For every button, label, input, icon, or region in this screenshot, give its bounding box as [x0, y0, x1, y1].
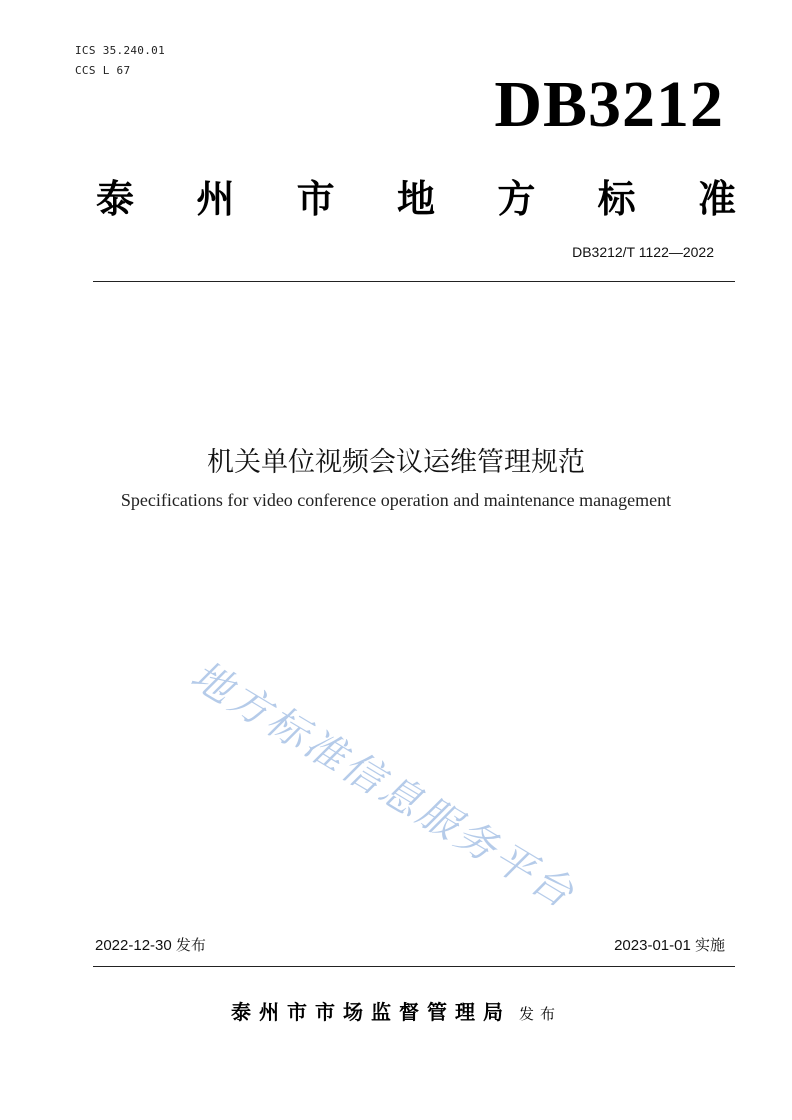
- publisher-suffix: 发布: [518, 1005, 561, 1023]
- standard-type-char: 州: [196, 176, 235, 221]
- watermark-text: 地方标准信息服务平台: [182, 652, 584, 919]
- bottom-divider: [93, 966, 735, 967]
- document-title-english: Specifications for video conference operation and maintenance management: [120, 490, 672, 510]
- standard-type-char: 市: [296, 176, 335, 221]
- publisher-name: 泰州市市场监督管理局: [230, 1000, 511, 1024]
- standard-type-char: 泰: [96, 176, 135, 221]
- standard-number: DB3212/T 1122—2022: [572, 244, 714, 260]
- publisher-line: [0, 996, 792, 1025]
- issue-date: 2022-12-30 发布: [95, 937, 206, 954]
- standard-code-large: DB3212: [494, 68, 724, 141]
- standard-type-heading: [96, 176, 736, 221]
- standard-type-char: 标: [597, 176, 636, 221]
- standard-type-char: 地: [396, 176, 435, 221]
- document-title-chinese: 机关单位视频会议运维管理规范: [207, 447, 585, 478]
- ics-code: ICS 35.240.01: [75, 44, 165, 57]
- top-divider: [93, 281, 735, 282]
- ccs-code: CCS L 67: [75, 64, 131, 77]
- standard-type-char: 准: [697, 176, 736, 221]
- implementation-date: 2023-01-01 实施: [614, 937, 725, 954]
- standard-type-char: 方: [497, 176, 536, 221]
